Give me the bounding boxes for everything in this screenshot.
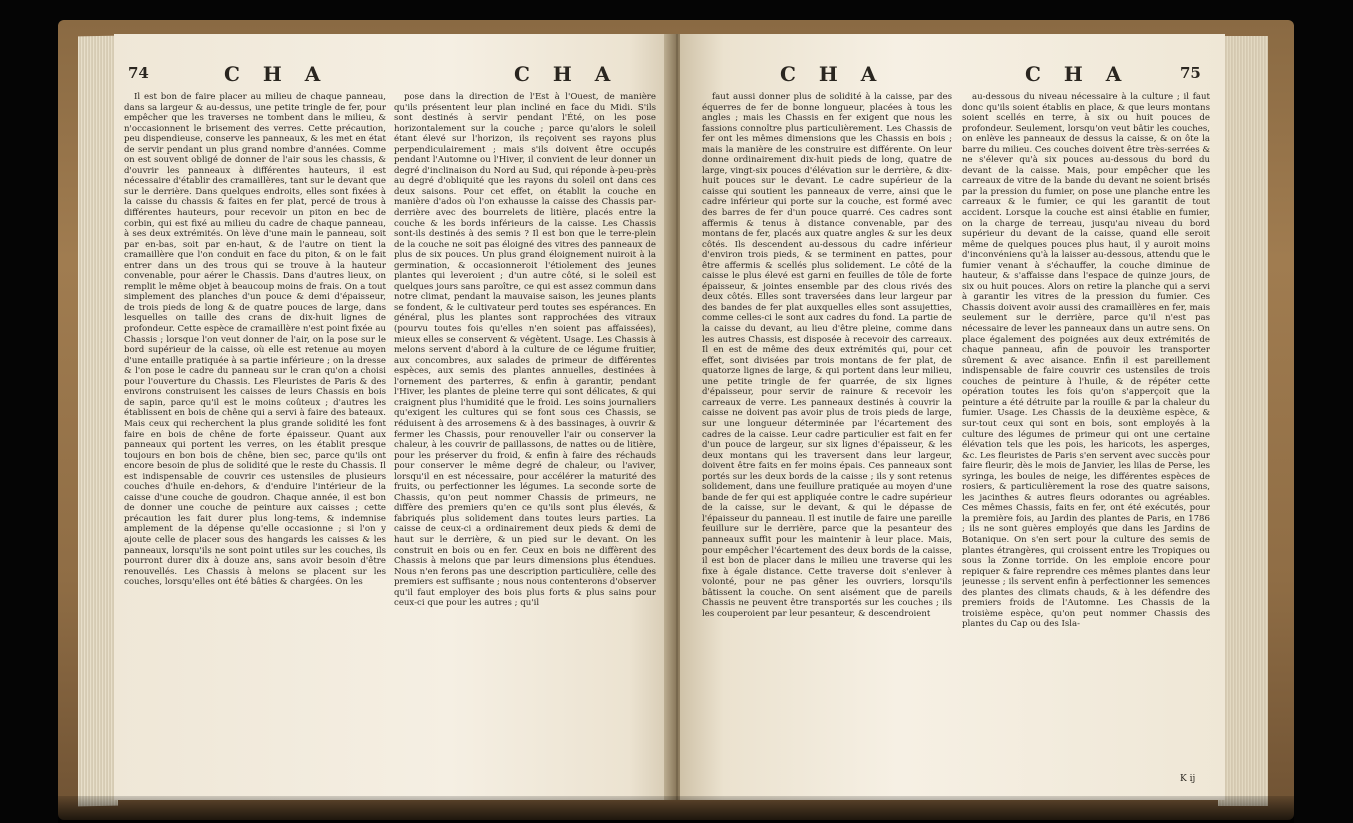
left-col1-text: Il est bon de faire placer au milieu de chaque panneau, dans sa largeur & au-dessus, une petite tringle de fer, pour empêcher que les traverses ne tombent dans le milieu, & n'occasionnent le brisement des verres. Cette précaution, peu dispendieuse, conserve les panneaux, & les met en état de servir pendant un plus grand nombre d'années. Comme on est souvent obligé de donner de l'air sous les chassis, & d'ouvrir les panneaux à différentes hauteurs, il est nécessaire d'établir des cramaillères, tant sur le devant que sur le derrière. Dans quelques endroits, elles sont fixées à la caisse du chassis & faites en fer plat, percé de trous à différentes hauteurs, pour recevoir un piton en bec de corbin, qui est fixé au milieu du cadre de chaque panneau, à ses deux extrémités. On lève d'une main le panneau, soit par en-bas, soit par en-haut, & de l'autre on tient la cramaillère que l'on conduit en face du piton, & on le fait entrer dans un des trous qui se trouve à la hauteur convenable, pour aérer le Chassis. Dans d'autres lieux, on remplit le même objet à beaucoup moins de frais. On a tout simplement des planches d'un pouce & demi d'épaisseur, de trois pieds de long & de quatre pouces de large, dans lesquelles on taille des crans de dix-huit lignes de profondeur. Cette espèce de cramaillère n'est point fixée au Chassis ; lorsque l'on veut donner de l'air, on la pose sur le bord supérieur de la caisse, où elle est retenue au moyen d'une entaille pratiquée à sa partie inférieure ; on la dresse & l'on pose le cadre du panneau sur le cran qu'on a choisi pour l'ouverture du Chassis. Les Fleuristes de Paris & des environs construisent les caisses de leurs Chassis en bois de sapin, parce qu'il est le moins coûteux ; d'autres les établissent en bois de chêne qui a servi à faire des bateaux. Mais ceux qui recherchent la plus grande solidité les font faire en bois de chêne de forte épaisseur. Quant aux panneaux qui portent les verres, on les établit presque toujours en bon bois de chêne, bien sec, parce qu'ils ont encore besoin de plus de solidité que le reste du Chassis. Il est indispensable de couvrir ces ustensiles de plusieurs couches d'huile en-dehors, & d'enduire l'intérieur de la caisse d'une couche de goudron. Chaque année, il est bon de donner une couche de peinture aux caisses ; cette précaution les fait durer plus long-tems, & indemnise amplement de la dépense qu'elle occasionne ; si l'on y ajoute celle de placer sous des hangards les caisses & les panneaux, lorsqu'ils ne sont point utiles sur les couches, ils pourront durer dix à douze ans, sans avoir besoin d'être renouvellés. Les Chassis à melons se placent sur les couches, lorsqu'elles ont été bâties & chargées. On les bbox=[124, 92, 386, 588]
right-col1-text: faut aussi donner plus de solidité à la caisse, par des équerres de fer de bonne longueur, placées à tous les angles ; mais les Chassis en fer exigent que nous les fassions connoître plus particulièrement. Les Chassis de fer ont les mêmes dimensions que les Chassis en bois ; mais la manière de les construire est différente. On leur donne ordinairement dix-huit pieds de long, quatre de large, vingt-six pouces d'élévation sur le derrière, & dix-huit pouces sur le devant. Le cadre supérieur de la caisse qui soutient les panneaux de verre, ainsi que le cadre inférieur qui porte sur la couche, est formé avec des barres de fer d'un pouce quarré. Ces cadres sont affermis & tenus à distance convenable, par des montans de fer, placés aux quatre angles & sur les deux côtés. Ils descendent au-dessous du cadre inférieur d'environ trois pieds, & se terminent en pattes, pour être affermis & scellés plus solidement. Le côté de la caisse le plus élevé est garni en feuilles de tôle de forte épaisseur, & jointes ensemble par des clous rivés des deux côtés. Elles sont traversées dans leur largeur par des bandes de fer plat auxquelles elles sont assujetties, comme celles-ci le sont aux cadres du fond. La partie de la caisse du devant, au lieu d'être pleine, comme dans les autres Chassis, est disposée à recevoir des carreaux. Il en est de même des deux extrémités qui, pour cet effet, sont divisées par trois montans de fer plat, de quatorze lignes de large, & qui portent dans leur milieu, une petite tringle de fer quarrée, de six lignes d'épaisseur, pour servir de rainure & recevoir les carreaux de verre. Les panneaux destinés à couvrir la caisse ne doivent pas avoir plus de trois pieds de large, sur une longueur déterminée par l'écartement des cadres de la caisse. Leur cadre particulier est fait en fer d'un pouce de largeur, sur six lignes d'épaisseur, & les deux montans qui les traversent dans leur largeur, doivent être faits en fer moins épais. Ces panneaux sont portés sur les deux bords de la caisse ; ils y sont retenus solidement, dans une feuillure pratiquée au moyen d'une bande de fer qui est appliquée contre le cadre supérieur de la caisse, sur le devant, & qui le dépasse de l'épaisseur du panneau. Il est inutile de faire une pareille feuillure sur le derrière, parce que la pesanteur des panneaux suffit pour les maintenir à leur place. Mais, pour empêcher l'écartement des deux bords de la caisse, il est bon de placer dans le milieu une traverse qui les fixe à égale distance. Cette traverse doit s'enlever à volonté, pour ne pas gêner les ouvriers, lorsqu'ils bâtissent la couche. On sent aisément que de pareils Chassis ne peuvent être transportés sur les couches ; ils les couperoient par leur pesanteur, & descendroient bbox=[702, 92, 952, 619]
running-title-right-col-r: C H A bbox=[1025, 62, 1130, 86]
page-edges-right bbox=[1218, 36, 1268, 806]
left-col2-text: pose dans la direction de l'Est à l'Ouest, de manière qu'ils présentent leur plan incliné en face du Midi. S'ils sont destinés à servir pendant l'Été, on les pose horizontalement sur la couche ; parce qu'alors le soleil étant élevé sur l'horizon, ils reçoivent ses rayons plus perpendiculairement ; mais s'ils doivent être occupés pendant l'Automne ou l'Hiver, il convient de leur donner un degré d'inclinaison du Nord au Sud, qui réponde à-peu-près au degré d'obliquité que les rayons du soleil ont dans ces deux saisons. Pour cet effet, on établit la couche en manière d'ados où l'on exhausse la caisse des Chassis par-derrière avec des bourrelets de litière, placés entre la couche & les bords inférieurs de la caisse. Les Chassis sont-ils destinés à des semis ? Il est bon que le terre-plein de la couche ne soit pas éloigné des vitres des panneaux de plus de six pouces. Un plus grand éloignement nuiroit à la germination, & occasionneroit l'étiolement des jeunes plantes qui leveroient ; d'un autre côté, si le soleil est quelques jours sans paroître, ce qui est assez commun dans notre climat, pendant la mauvaise saison, les jeunes plants se fondent, & le cultivateur perd toutes ses espérances. En général, plus les plantes sont rapprochées des vitraux (pourvu toutes fois qu'elles n'en soient pas affaissées), mieux elles se conservent & végètent. Usage. Les Chassis à melons servent d'abord à la culture de ce légume fruitier, aux concombres, aux salades de primeur de différentes espèces, aux semis des plantes annuelles, destinées à l'ornement des parterres, & enfin à garantir, pendant l'Hiver, les plantes de pleine terre qui sont délicates, & qui craignent plus l'humidité que le froid. Les soins journaliers qu'exigent les cultures qui se font sous ces Chassis, se réduisent à des arrosemens & à des bassinages, à ouvrir & fermer les Chassis, pour renouveller l'air ou conserver la chaleur, à les couvrir de paillassons, de nattes ou de litière, pour les préserver du froid, & enfin à faire des réchauds pour conserver le même degré de chaleur, ou l'aviver, lorsqu'il en est nécessaire, pour accélérer la maturité des fruits, ou perfectionner les légumes. La seconde sorte de Chassis, qu'on peut nommer Chassis de primeurs, ne diffère des premiers qu'en ce qu'ils sont plus élevés, & fabriqués plus solidement dans toutes leurs parties. La caisse de ceux-ci a ordinairement deux pieds & demi de haut sur le derrière, & un pied sur le devant. On les construit en bois ou en fer. Ceux en bois ne diffèrent des Chassis à melons que par leurs dimensions plus étendues. Nous n'en ferons pas une description particulière, celle des premiers est suffisante ; nous nous contenterons d'observer qu'il faut employer des bois plus forts & plus sains pour ceux-ci que pour les autres ; qu'il bbox=[394, 92, 656, 609]
right-page-column-1 bbox=[702, 92, 952, 772]
right-page-column-2 bbox=[962, 92, 1210, 772]
left-page bbox=[114, 34, 674, 800]
signature-mark: K ij bbox=[1180, 774, 1196, 784]
right-col2-text: au-dessous du niveau nécessaire à la culture ; il faut donc qu'ils soient établis en place, & que leurs montans soient scellés en terre, à six ou huit pouces de profondeur. Seulement, lorsqu'on veut bâtir les couches, on enlève les panneaux de dessus la caisse, & on ôte la barre du milieu. Ces couches doivent être très-serrées & ne s'élever qu'à six pouces au-dessous du bord du devant de la caisse. Mais, pour empêcher que les carreaux de vitre de la bande du devant ne soient brisés par la pression du fumier, on pose une planche entre les carreaux & le fumier, ce qui les garantit de tout accident. Lorsque la couche est ainsi établie en fumier, on la charge de terreau, jusqu'au niveau du bord supérieur du devant de la caisse, quand elle seroit même de quelques pouces plus haut, il y auroit moins d'inconvéniens qu'à la laisser au-dessous, attendu que le fumier venant à s'échauffer, la couche diminue de hauteur, & s'affaisse dans l'espace de quinze jours, de six ou huit pouces. Alors on retire la planche qui a servi à garantir les vitres de la pression du fumier. Ces Chassis doivent avoir aussi des cramaillères en fer, mais seulement sur le derrière, parce qu'il n'est pas nécessaire de lever les panneaux dans un autre sens. On place également des poignées aux deux extrémités de chaque panneau, afin de pouvoir les transporter sûrement & avec aisance. Enfin il est pareillement indispensable de faire couvrir ces ustensiles de trois couches de peinture à l'huile, & de répéter cette opération toutes les fois qu'on s'apperçoit que la peinture a été détruite par la rouille & par la chaleur du fumier. Usage. Les Chassis de la deuxième espèce, & sur-tout ceux qui sont en bois, sont employés à la culture des légumes de primeur qui ont une certaine élévation tels que les pois, les haricots, les asperges, &c. Les fleuristes de Paris s'en servent avec succès pour faire fleurir, dès le mois de Janvier, les lilas de Perse, les syringa, les boules de neige, les différentes espèces de rosiers, & particulièrement la rose des quatre saisons, les jacinthes & autres fleurs odorantes ou agréables. Ces mêmes Chassis, faits en fer, ont été exécutés, pour la première fois, au Jardin des plantes de Paris, en 1786 ; ils ne sont guères employés que dans les Jardins de Botanique. On s'en sert pour la culture des semis de plantes étrangères, qui croissent entre les Tropiques ou sous la Zonne torride. On les emploie encore pour repiquer & faire reprendre ces mêmes plantes dans leur jeunesse ; ils servent enfin à perfectionner les semences des plantes des climats chauds, & à les défendre des premiers froids de l'Automne. Les Chassis de la troisième espèce, qu'on peut nommer Chassis des plantes du Cap ou des Isla- bbox=[962, 92, 1210, 630]
left-page-column-2 bbox=[394, 92, 656, 772]
running-title-left-col-r: C H A bbox=[780, 62, 885, 86]
page-edges-left bbox=[78, 36, 118, 807]
running-title-left-col: C H A bbox=[224, 62, 329, 86]
left-page-header bbox=[114, 62, 674, 92]
page-number-left: 74 bbox=[128, 64, 149, 82]
right-page bbox=[680, 34, 1225, 800]
running-title-right-col: C H A bbox=[514, 62, 619, 86]
bottom-shadow bbox=[58, 796, 1294, 823]
left-page-column-1 bbox=[124, 92, 386, 772]
right-page-header bbox=[680, 62, 1225, 92]
page-number-right: 75 bbox=[1180, 64, 1201, 82]
